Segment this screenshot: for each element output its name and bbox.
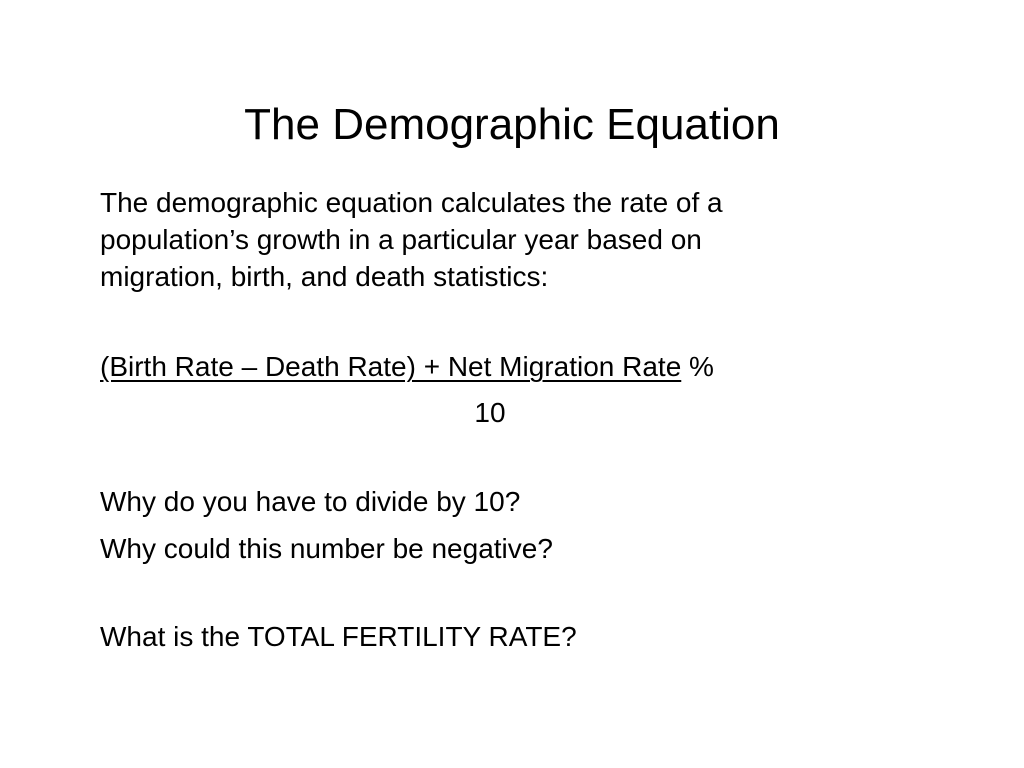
intro-line: The demographic equation calculates the rate of a — [100, 187, 723, 218]
formula-denominator: 10 — [474, 397, 506, 428]
formula-operator: % — [689, 351, 714, 382]
question-negative: Why could this number be negative? — [100, 533, 553, 564]
formula-line — [100, 348, 714, 385]
intro-line: migration, birth, and death statistics: — [100, 261, 549, 292]
intro-paragraph — [100, 184, 723, 295]
question-fertility: What is the TOTAL FERTILITY RATE? — [100, 621, 577, 652]
intro-line: population’s growth in a particular year based on — [100, 224, 702, 255]
slide-title: The Demographic Equation — [244, 100, 780, 150]
question-divide: Why do you have to divide by 10? — [100, 486, 521, 517]
formula-numerator: (Birth Rate – Death Rate) + Net Migration Rate — [100, 351, 682, 382]
